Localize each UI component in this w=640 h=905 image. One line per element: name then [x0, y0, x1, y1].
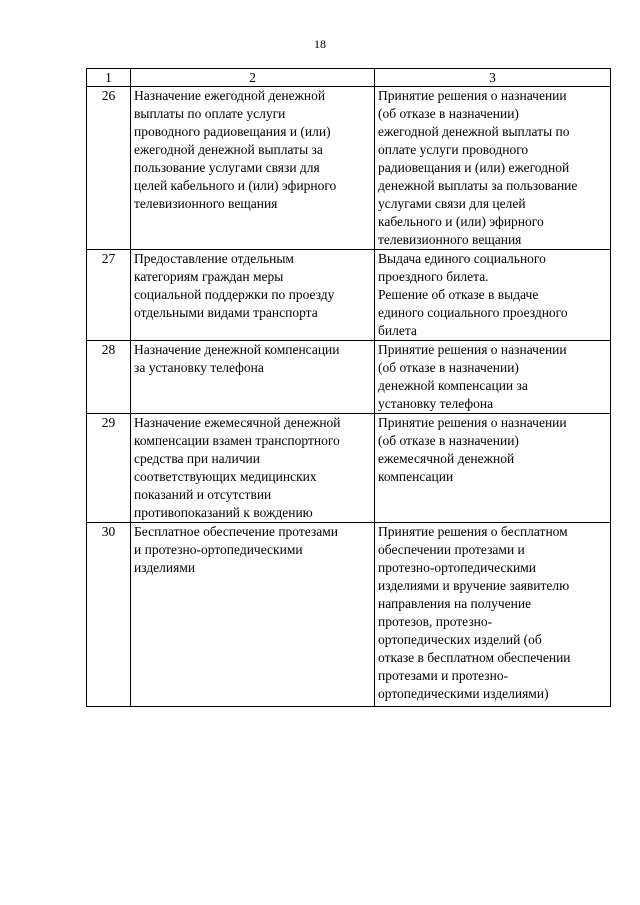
row-number: 28 [87, 341, 131, 414]
service-name: Назначение ежегодной денежной выплаты по оплате услуги проводного радиовещания и (или) ежегодной денежной выплаты за пользование услугами связи для целей кабельного и (или) эфирного телевизионного вещания [131, 87, 375, 250]
services-table [86, 68, 611, 707]
service-name: Предоставление отдельным категориям граждан меры социальной поддержки по проезду отдельными видами транспорта [131, 250, 375, 341]
page-number: 18 [314, 37, 326, 51]
service-name: Назначение денежной компенсации за установку телефона [131, 341, 375, 414]
service-result: Принятие решения о назначении (об отказе в назначении) денежной компенсации за установку телефона [375, 341, 611, 414]
table-row [87, 250, 611, 341]
table-row [87, 341, 611, 414]
header-row [87, 69, 611, 87]
column-header-2: 2 [131, 69, 375, 87]
table-row [87, 523, 611, 707]
table-row [87, 87, 611, 250]
service-name: Назначение ежемесячной денежной компенсации взамен транспортного средства при наличии соответствующих медицинских показаний и отсутствии противопоказаний к вождению [131, 414, 375, 523]
table-row [87, 414, 611, 523]
column-header-1: 1 [87, 69, 131, 87]
service-result: Выдача единого социального проездного билета. Решение об отказе в выдаче единого социального проездного билета [375, 250, 611, 341]
row-number: 30 [87, 523, 131, 707]
row-number: 26 [87, 87, 131, 250]
column-header-3: 3 [375, 69, 611, 87]
row-number: 27 [87, 250, 131, 341]
service-result: Принятие решения о бесплатном обеспечении протезами и протезно-ортопедическими изделиями и вручение заявителю направления на получение протезов, протезно- ортопедических изделий (об отказе в бесплатном обеспечении протезами и протезно- ортопедическими изделиями) [375, 523, 611, 707]
service-result: Принятие решения о назначении (об отказе в назначении) ежегодной денежной выплаты по оплате услуги проводного радиовещания и (или) ежегодной денежной выплаты за пользование услугами связи для целей кабельного и (или) эфирного телевизионного вещания [375, 87, 611, 250]
service-result: Принятие решения о назначении (об отказе в назначении) ежемесячной денежной компенсации [375, 414, 611, 523]
service-name: Бесплатное обеспечение протезами и протезно-ортопедическими изделиями [131, 523, 375, 707]
row-number: 29 [87, 414, 131, 523]
